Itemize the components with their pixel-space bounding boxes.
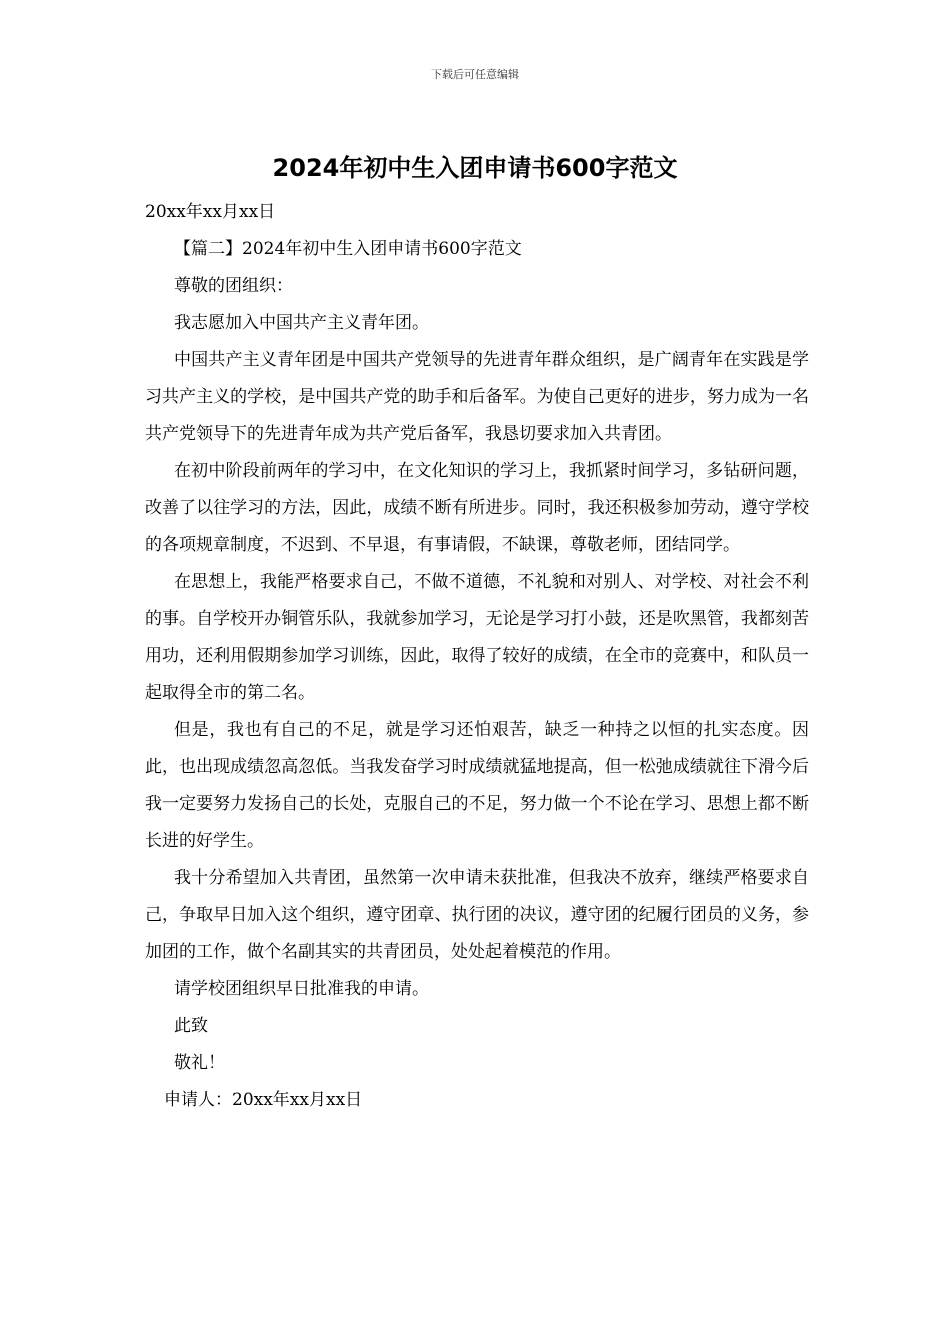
paragraph: 我志愿加入中国共产主义青年团。: [174, 313, 429, 333]
salutation: 尊敬的团组织：: [174, 276, 293, 296]
signer-line: 申请人：20xx年xx月xx日: [164, 1090, 363, 1110]
closing-line: 敬礼！: [174, 1053, 225, 1073]
date-line: 20xx年xx月xx日: [145, 202, 276, 222]
paragraph: 在初中阶段前两年的学习中，在文化知识的学习上，我抓紧时间学习，多钻研问题，改善了以往学习的方法，因此，成绩不断有所进步。同时，我还积极参加劳动，遵守学校的各项规章制度，不迟到、不早退，有事请假，不缺课，尊敬老师，团结同学。: [145, 461, 809, 555]
paragraph: 请学校团组织早日批准我的申请。: [174, 979, 429, 999]
paragraph: 我十分希望加入共青团，虽然第一次申请未获批准，但我决不放弃，继续严格要求自己，争取早日加入这个组织，遵守团章、执行团的决议，遵守团的纪履行团员的义务，参加团的工作，做个名副其实的共青团员，处处起着模范的作用。: [145, 868, 809, 962]
paragraph: 但是，我也有自己的不足，就是学习还怕艰苦，缺乏一种持之以恒的扎实态度。因此，也出现成绩忽高忽低。当我发奋学习时成绩就猛地提高，但一松弛成绩就往下滑今后我一定要努力发扬自己的长处，克服自己的不足，努力做一个不论在学习、思想上都不断长进的好学生。: [145, 720, 809, 851]
paragraph: 在思想上，我能严格要求自己，不做不道德，不礼貌和对别人、对学校、对社会不利的事。自学校开办铜管乐队，我就参加学习，无论是学习打小鼓，还是吹黑管，我都刻苦用功，还利用假期参加学习训练，因此，取得了较好的成绩，在全市的竞赛中，和队员一起取得全市的第二名。: [145, 572, 809, 703]
section-label: 【篇二】2024年初中生入团申请书600字范文: [174, 239, 522, 259]
paragraph: 中国共产主义青年团是中国共产党领导的先进青年群众组织，是广阔青年在实践是学习共产主义的学校，是中国共产党的助手和后备军。为使自己更好的进步，努力成为一名共产党领导下的先进青年成为共产党后备军，我恳切要求加入共青团。: [145, 350, 809, 444]
closing-line: 此致: [174, 1016, 208, 1036]
page-header-note: 下载后可任意编辑: [431, 68, 519, 81]
document-body: [145, 194, 809, 1119]
document-title: 2024年初中生入团申请书600字范文: [272, 154, 678, 182]
